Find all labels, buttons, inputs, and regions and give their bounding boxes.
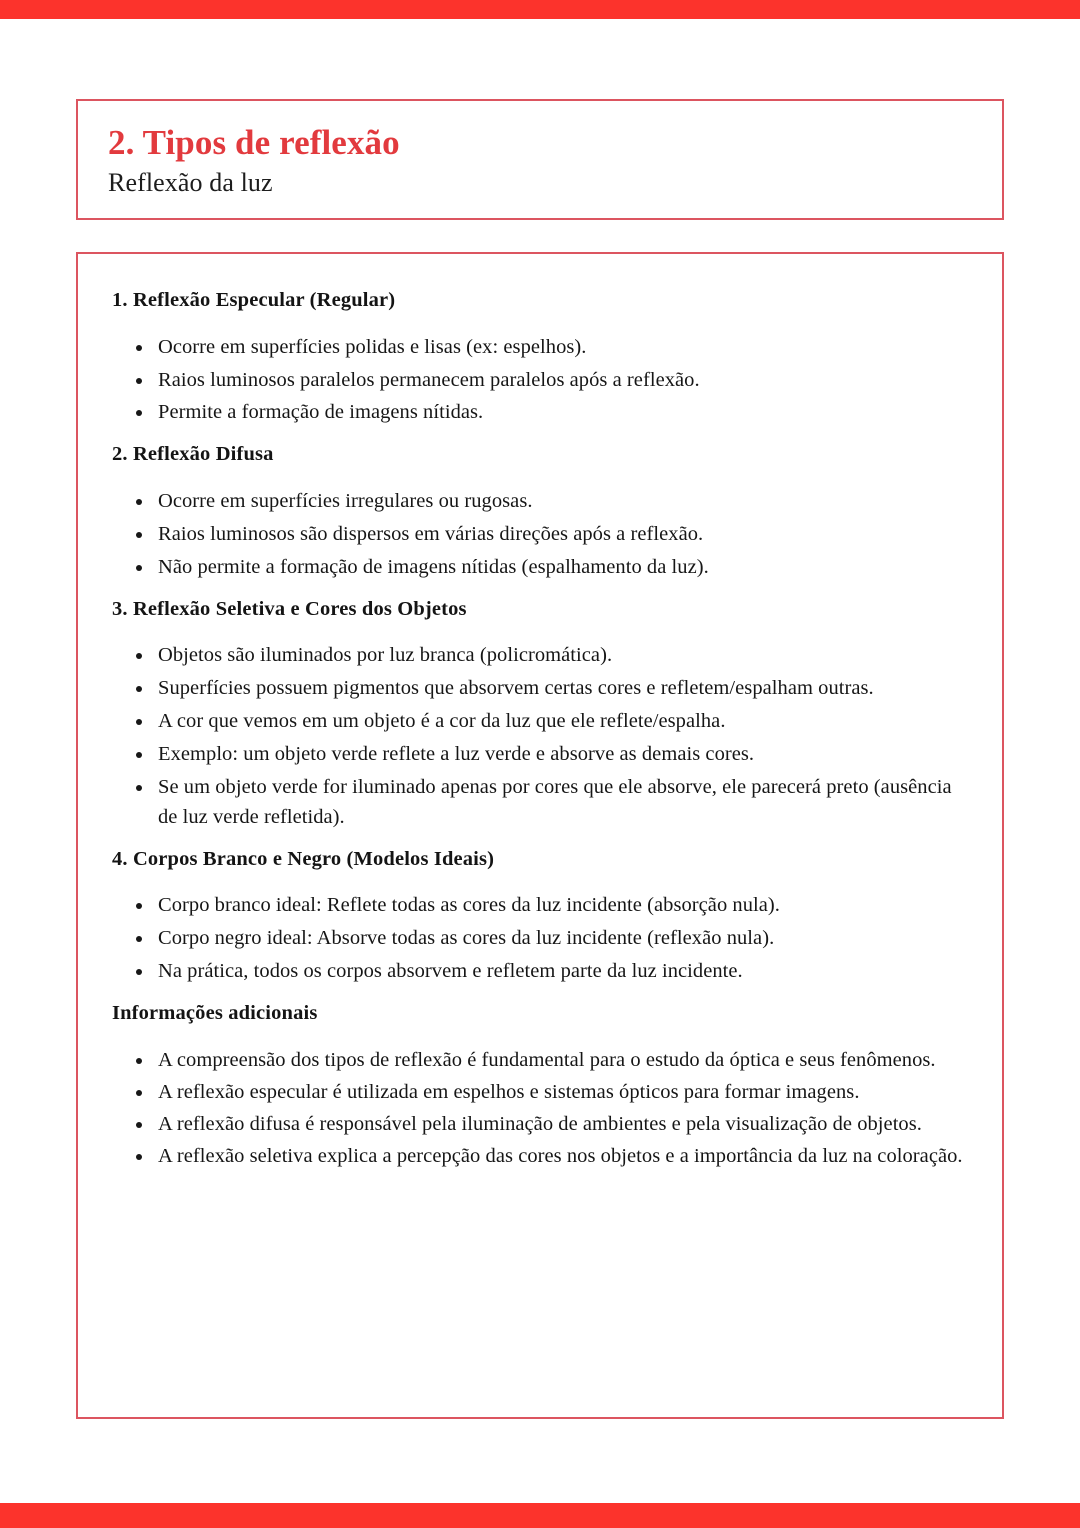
list-item: Ocorre em superfícies irregulares ou rugosas. [110, 487, 966, 517]
section-heading: Informações adicionais [112, 1002, 318, 1025]
page-title: 2. Tipos de reflexão [108, 123, 400, 162]
bullet-list [110, 333, 966, 429]
list-item: A compreensão dos tipos de reflexão é fundamental para o estudo da óptica e seus fenômenos. [110, 1046, 966, 1076]
top-accent-bar [0, 0, 1080, 19]
content-section [110, 288, 966, 428]
list-item: Ocorre em superfícies polidas e lisas (ex: espelhos). [110, 333, 966, 363]
list-item: Raios luminosos são dispersos em várias direções após a reflexão. [110, 520, 966, 550]
bullet-list [110, 487, 966, 583]
content-section [110, 847, 966, 987]
list-item: A reflexão difusa é responsável pela iluminação de ambientes e pela visualização de objetos. [110, 1110, 966, 1140]
list-item: Superfícies possuem pigmentos que absorvem certas cores e refletem/espalham outras. [110, 674, 966, 704]
list-item: Corpo branco ideal: Reflete todas as cores da luz incidente (absorção nula). [110, 891, 966, 921]
section-heading: 1. Reflexão Especular (Regular) [112, 289, 396, 311]
list-item: Exemplo: um objeto verde reflete a luz verde e absorve as demais cores. [110, 740, 966, 770]
content-section [110, 1001, 966, 1171]
section-heading: 4. Corpos Branco e Negro (Modelos Ideais) [112, 847, 495, 870]
section-heading: 2. Reflexão Difusa [112, 443, 274, 466]
list-item: A reflexão seletiva explica a percepção das cores nos objetos e a importância da luz na coloração. [110, 1142, 966, 1172]
section-heading: 3. Reflexão Seletiva e Cores dos Objetos [112, 597, 467, 620]
list-item: Permite a formação de imagens nítidas. [110, 398, 966, 428]
content-section [110, 442, 966, 582]
bullet-list [110, 891, 966, 987]
page-subtitle: Reflexão da luz [108, 168, 273, 198]
list-item: Raios luminosos paralelos permanecem paralelos após a reflexão. [110, 366, 966, 396]
list-item: Se um objeto verde for iluminado apenas por cores que ele absorve, ele parecerá preto (ausência de luz verde refletida). [110, 773, 966, 833]
bullet-list [110, 641, 966, 833]
sections-container [110, 288, 966, 1171]
list-item: Objetos são iluminados por luz branca (policromática). [110, 641, 966, 671]
list-item: A reflexão especular é utilizada em espelhos e sistemas ópticos para formar imagens. [110, 1078, 966, 1108]
title-card [76, 99, 1004, 220]
list-item: Na prática, todos os corpos absorvem e refletem parte da luz incidente. [110, 957, 966, 987]
bullet-list [110, 1046, 966, 1172]
content-card [76, 252, 1004, 1419]
list-item: A cor que vemos em um objeto é a cor da luz que ele reflete/espalha. [110, 707, 966, 737]
list-item: Não permite a formação de imagens nítidas (espalhamento da luz). [110, 553, 966, 583]
list-item: Corpo negro ideal: Absorve todas as cores da luz incidente (reflexão nula). [110, 924, 966, 954]
bottom-accent-bar [0, 1503, 1080, 1528]
content-section [110, 597, 966, 833]
